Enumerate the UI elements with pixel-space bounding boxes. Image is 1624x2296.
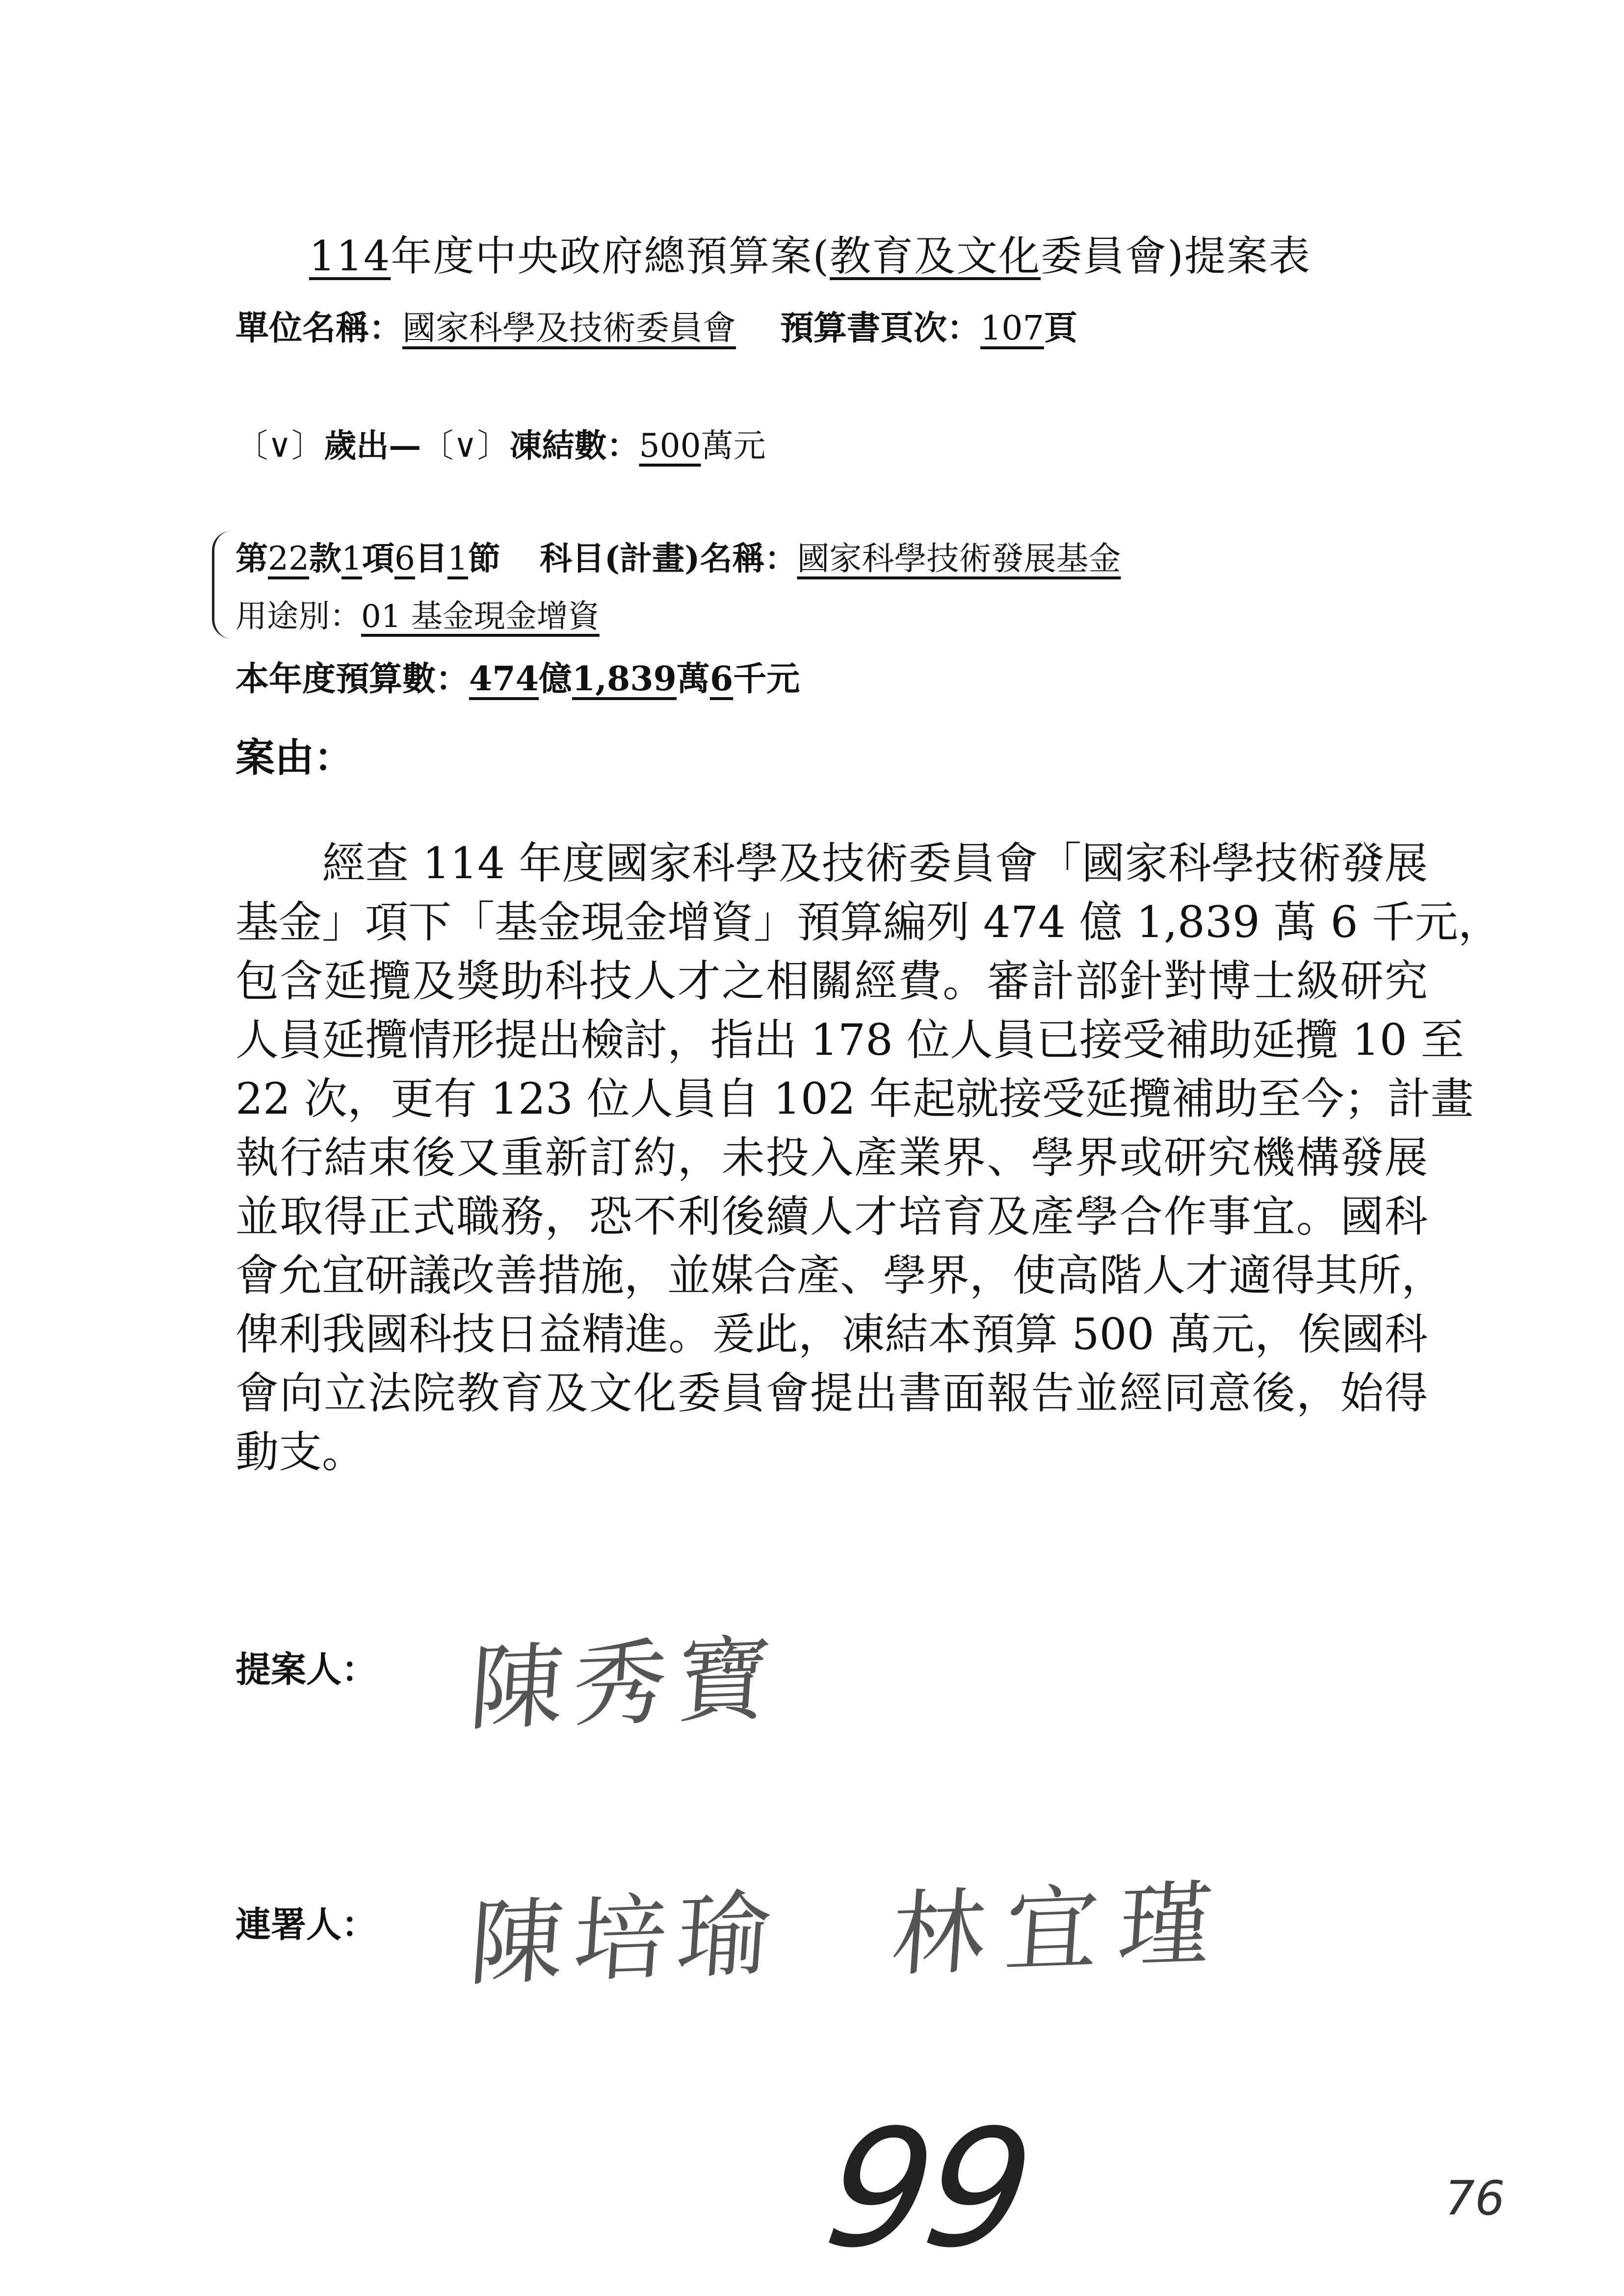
page-number: 76 — [1445, 2171, 1505, 2226]
freeze-unit: 萬元 — [701, 427, 766, 465]
title-committee: 教育及文化 — [830, 232, 1041, 280]
checkbox-freeze: 〔∨〕 — [421, 427, 510, 465]
page-value: 107 — [980, 309, 1044, 348]
handwritten-page-number: 99 — [816, 2095, 1039, 2283]
cosigner-signature-2: 林宜瑾 — [888, 1869, 1235, 1989]
freeze-label: 凍結數： — [509, 426, 639, 465]
check-line — [236, 419, 766, 466]
page-suffix: 頁 — [1044, 309, 1077, 348]
body-line: 22 次，更有 123 位人員自 102 年起就接受延攬補助至今；計畫 — [236, 1073, 1474, 1124]
body-line: 執行結束後又重新訂約，未投入產業界、學界或研究機構發展 — [236, 1132, 1428, 1183]
body-line: 並取得正式職務，恐不利後續人才培育及產學合作事宜。國科 — [236, 1191, 1428, 1242]
item-text: 節 — [468, 539, 500, 577]
reason-body — [236, 834, 1501, 1482]
item-xiang: 1 — [341, 540, 362, 577]
body-line: 人員延攬情形提出檢討，指出 178 位人員已接受補助延攬 10 至 — [236, 1015, 1464, 1065]
usage-label: 用途別： — [236, 599, 361, 635]
body-line: 動支。 — [236, 1427, 366, 1477]
form-title — [309, 223, 1311, 283]
page-label: 預算書頁次： — [780, 309, 981, 348]
checkbox-expenditure: 〔∨〕 — [236, 427, 324, 465]
unit-label: 單位名稱： — [236, 309, 403, 348]
bracket-mark — [212, 531, 234, 639]
budget-yi: 474 — [469, 659, 539, 699]
body-line: 包含延攬及獎助科技人才之相關經費。審計部針對博士級研究 — [236, 956, 1428, 1006]
budget-wan: 1,839 — [572, 659, 677, 699]
unit-line — [236, 302, 1077, 349]
body-line: 俾利我國科技日益精進。爰此，凍結本預算 500 萬元，俟國科 — [236, 1309, 1428, 1359]
item-jie: 1 — [447, 540, 468, 577]
subject-value: 國家科學技術發展基金 — [797, 540, 1121, 577]
body-line: 會向立法院教育及文化委員會提出書面報告並經同意後，始得 — [236, 1368, 1428, 1418]
body-line: 基金」項下「基金現金增資」預算編列 474 億 1,839 萬 6 千元， — [236, 897, 1501, 947]
budget-label: 本年度預算數： — [236, 659, 470, 699]
item-text: 目 — [415, 539, 447, 577]
proposer-signature: 陳秀寶 — [466, 1624, 784, 1744]
usage-line — [236, 591, 600, 636]
usage-value: 01 基金現金增資 — [361, 599, 600, 635]
budget-line — [236, 652, 800, 700]
expenditure-label: 歲出— — [324, 426, 421, 465]
cosigner-signature-1: 陳培瑜 — [466, 1879, 784, 1999]
subject-label: 科目(計畫)名稱： — [539, 539, 797, 577]
item-text: 第 — [236, 539, 268, 577]
item-text: 項 — [362, 539, 394, 577]
cosigner-label: 連署人： — [236, 1904, 377, 1945]
budget-wan-unit: 萬 — [676, 659, 710, 699]
item-kuan: 22 — [268, 540, 309, 577]
budget-yi-unit: 億 — [538, 659, 572, 699]
body-line: 會允宜研議改善措施，並媒合產、學界，使高階人才適得其所， — [236, 1250, 1445, 1301]
freeze-amount: 500 — [639, 427, 701, 465]
title-post: 委員會)提案表 — [1041, 232, 1311, 280]
reason-label: 案由： — [236, 734, 353, 781]
proposer-label: 提案人： — [236, 1648, 377, 1690]
budget-qian: 6 — [709, 659, 733, 699]
item-mu: 6 — [394, 540, 415, 577]
item-text: 款 — [309, 539, 341, 577]
budget-qian-unit: 千元 — [733, 659, 800, 699]
item-line — [236, 532, 1121, 579]
title-pre: 年度中央政府總預算案( — [391, 232, 830, 280]
body-line: 經查 114 年度國家科學及技術委員會「國家科學技術發展 — [236, 838, 1428, 888]
unit-value: 國家科學及技術委員會 — [402, 309, 736, 348]
title-year: 114 — [309, 232, 391, 280]
